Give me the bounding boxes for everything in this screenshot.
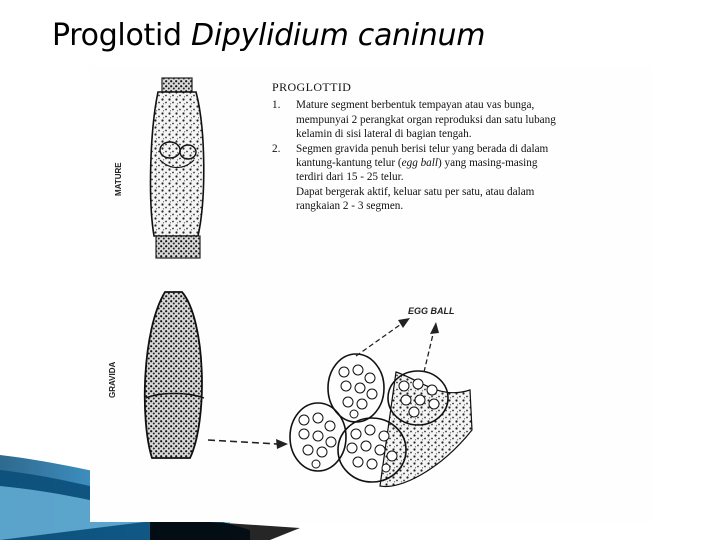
gravida-proglottid-drawing (145, 292, 204, 458)
item-line: terdiri dari 15 - 25 telur. (296, 171, 404, 184)
description-item (272, 142, 634, 214)
item-line: Mature segment berbentuk tempayan atau vas bunga, (296, 99, 535, 112)
item-line: Segmen gravida penuh berisi telur yang berada di dalam (296, 142, 549, 155)
mature-label: MATURE (114, 162, 123, 196)
item-line: Dapat bergerak aktif, keluar satu per satu, atau dalam (296, 185, 535, 198)
mature-proglottid-drawing (151, 78, 204, 258)
egg-ball-label: EGG BALL (408, 306, 455, 316)
item-line: rangkaian 2 - 3 segmen. (296, 200, 404, 213)
proglottid-description (272, 80, 634, 214)
slide-title-genus: Dipylidium caninum (191, 18, 486, 53)
pointer-arrow (208, 439, 288, 449)
item-line: kelamin di sisi lateral di bagian tengah. (296, 128, 472, 141)
slide-title-prefix: Proglotid (52, 18, 192, 53)
item-number: 1. (272, 99, 281, 112)
description-item (272, 98, 634, 141)
description-heading: PROGLOTTID (272, 80, 352, 94)
item-line: mempunyai 2 perangkat organ reproduksi dan satu lubang (296, 113, 556, 126)
egg-ball-drawing (290, 318, 472, 487)
item-number: 2. (272, 142, 281, 155)
item-line-part: ) yang masing-masing (438, 157, 538, 170)
gravida-label: GRAVIDA (108, 361, 117, 398)
egg-ball-term: egg ball (401, 157, 438, 170)
item-line (296, 156, 634, 170)
item-line-part: kantung-kantung telur ( (296, 157, 402, 170)
